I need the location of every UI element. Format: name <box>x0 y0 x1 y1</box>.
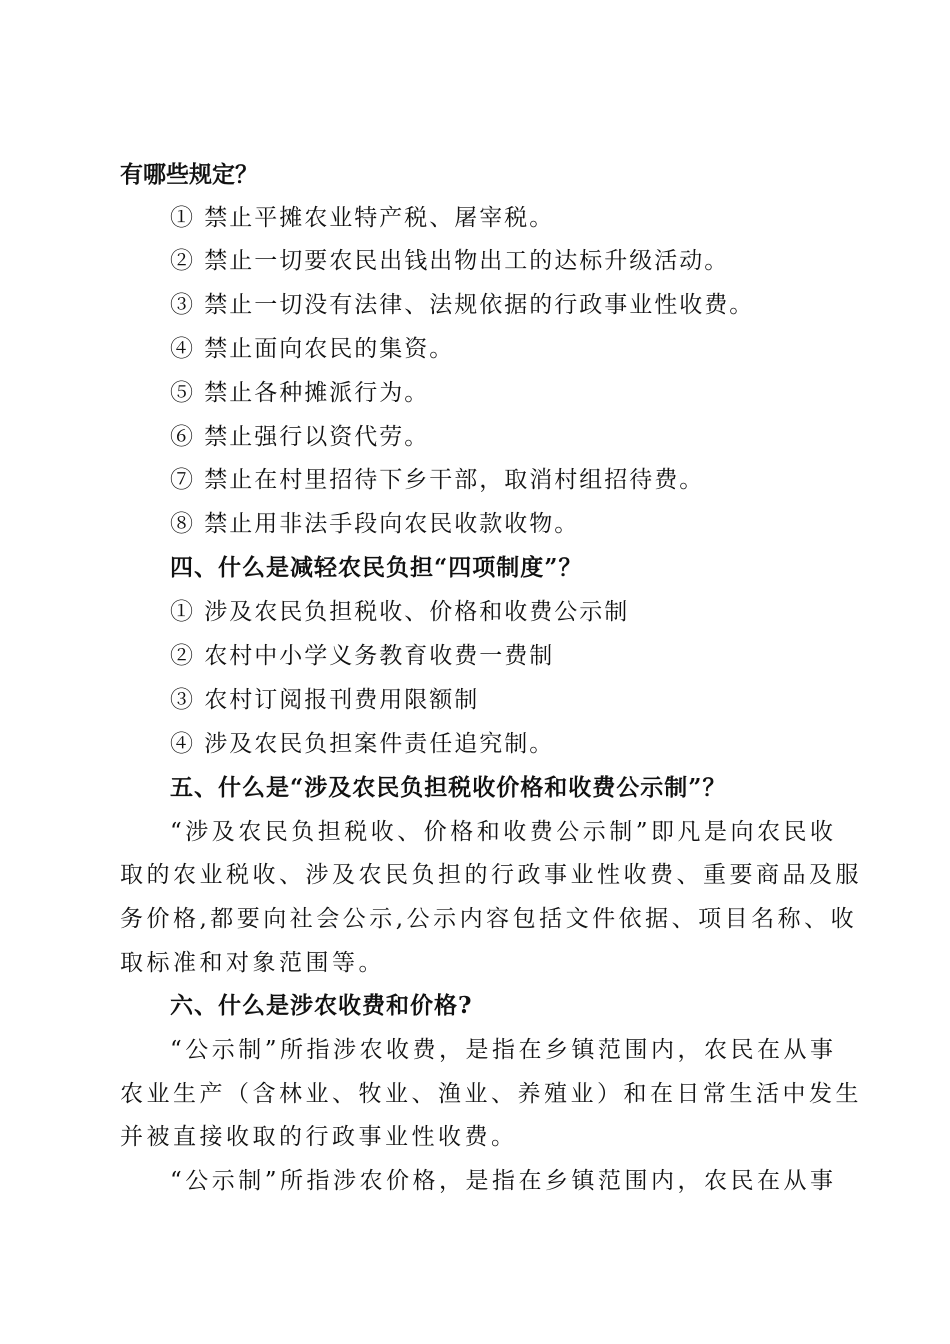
section-5-heading: 五、什么是“涉及农民负担税收价格和收费公示制”？ <box>170 774 727 801</box>
list-item-system-1: ① 涉及农民负担税收、价格和收费公示制 <box>170 599 630 625</box>
section-4-heading: 四、什么是减轻农民负担“四项制度”？ <box>170 554 583 581</box>
section-5-paragraph-line: 取的农业税收、涉及农民负担的行政事业性收费、重要商品及服 <box>120 862 862 888</box>
section-6-paragraph-1-line: 农业生产（含林业、牧业、渔业、养殖业）和在日常生活中发生 <box>120 1081 862 1107</box>
section-6-heading: 六、什么是涉农收费和价格? <box>170 992 473 1019</box>
list-item-system-2: ② 农村中小学义务教育收费一费制 <box>170 643 555 669</box>
section-5-paragraph-line: 务价格,都要向社会公示,公示内容包括文件依据、项目名称、收 <box>120 906 858 932</box>
list-item-system-4: ④ 涉及农民负担案件责任追究制。 <box>170 731 555 757</box>
list-item-prohibition-6: ⑥ 禁止强行以资代劳。 <box>170 424 430 450</box>
list-item-prohibition-8: ⑧ 禁止用非法手段向农民收款收物。 <box>170 511 580 537</box>
list-item-prohibition-1: ① 禁止平摊农业特产税、屠宰税。 <box>170 205 555 231</box>
list-item-system-3: ③ 农村订阅报刊费用限额制 <box>170 687 480 713</box>
list-item-prohibition-3: ③ 禁止一切没有法律、法规依据的行政事业性收费。 <box>170 292 755 318</box>
section-heading-continuation: 有哪些规定？ <box>120 161 258 188</box>
section-6-paragraph-1-line: “公示制”所指涉农收费，是指在乡镇范围内，农民在从事 <box>170 1037 837 1063</box>
list-item-prohibition-5: ⑤ 禁止各种摊派行为。 <box>170 380 430 406</box>
section-6-paragraph-1-line: 并被直接收取的行政事业性收费。 <box>120 1124 518 1150</box>
list-item-prohibition-7: ⑦ 禁止在村里招待下乡干部，取消村组招待费。 <box>170 467 705 493</box>
list-item-prohibition-2: ② 禁止一切要农民出钱出物出工的达标升级活动。 <box>170 248 730 274</box>
section-6-paragraph-2-line: “公示制”所指涉农价格，是指在乡镇范围内，农民在从事 <box>170 1168 837 1194</box>
section-5-paragraph-line: “涉及农民负担税收、价格和收费公示制”即凡是向农民收 <box>170 819 837 845</box>
list-item-prohibition-4: ④ 禁止面向农民的集资。 <box>170 336 455 362</box>
section-5-paragraph-line: 取标准和对象范围等。 <box>120 950 385 976</box>
